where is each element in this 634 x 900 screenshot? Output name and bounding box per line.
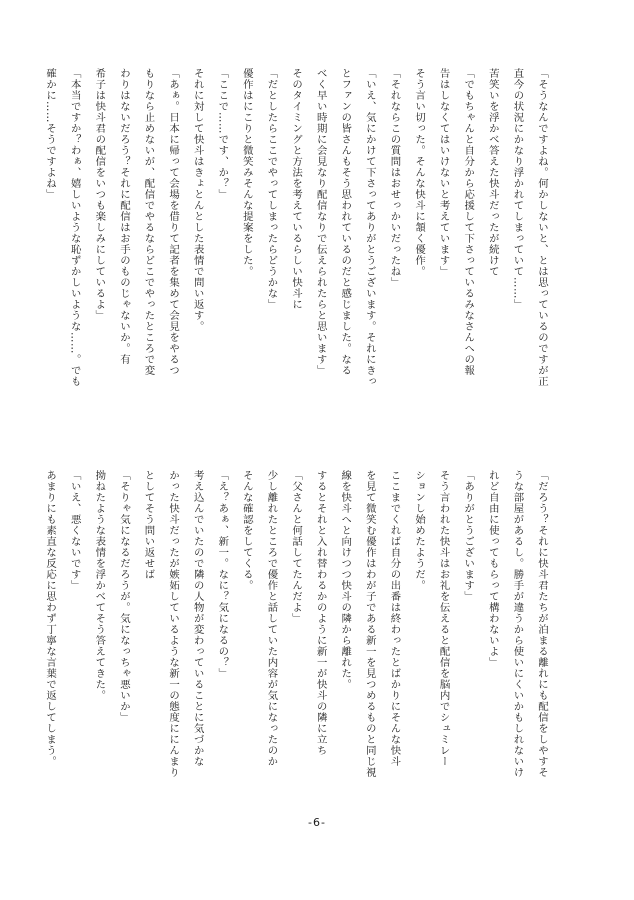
text-line: 少し離れたところで優作と話していた内容が気になったのか xyxy=(265,470,278,767)
text-line: うな部屋があるし。勝手が違うから使いにくいかもしれないけ xyxy=(511,470,524,778)
text-line: 「だろう？それに快斗君たちが泊まる離れにも配信をしやすそ xyxy=(536,470,548,778)
text-line: 直今の状況にかなり浮かれてしまっていて……」 xyxy=(511,68,524,310)
text-line: 「いえ、悪くないです」 xyxy=(68,470,81,591)
text-line: れど自由に使ってもらって構わないよ」 xyxy=(486,470,499,668)
text-line: 「ありがとうございます」 xyxy=(462,470,475,602)
text-column-top xyxy=(38,68,554,418)
text-line: 線を快斗へと向けつつ快斗の隣から離れた。 xyxy=(339,470,352,690)
text-line: を見て微笑む優作はわが子である新一を見つめるものと同じ視 xyxy=(363,470,376,778)
text-line: するとそれと入れ替わるかのように新一が快斗の隣に立ち xyxy=(314,470,327,756)
text-line: 確かに……そうですよね」 xyxy=(44,68,57,200)
text-line: 「そうなんですよね。何かしないと、とは思っているのですが正 xyxy=(536,68,548,387)
text-line: 「それならこの質問はおせっかいだったね」 xyxy=(388,68,401,288)
text-line: あまりにも素直な反応に思わず丁寧な言葉で返してしまう。 xyxy=(44,470,57,767)
text-line: とファンの皆さんもそう思われているのだと感じました。なる xyxy=(339,68,352,376)
text-line: かった快斗だったが嫉妬しているような新一の態度ににんまり xyxy=(167,470,180,778)
text-line: 「そりゃ気になるだろうが。気になっちゃ悪いか」 xyxy=(117,470,130,723)
text-line: としてそう問い返せば xyxy=(142,470,155,580)
text-line: 告はしなくてはいけないと考えています」 xyxy=(437,68,450,277)
text-line: そんな確認をしてくる。 xyxy=(240,470,253,591)
text-line: それに対して快斗はきょとんとした表情で問い返す。 xyxy=(191,68,204,332)
text-line: 「でもちゃんと自分から応援して下さっているみなさんへの報 xyxy=(462,68,475,376)
text-line: ションし始めたようだ。 xyxy=(413,470,426,591)
text-line: 「え？あぁ、新一。なに？気になるの？」 xyxy=(216,470,229,679)
text-line: 「ここで……です、か？」 xyxy=(216,68,229,200)
text-line: そう言われた快斗はお礼を伝えると配信を脳内でシュミレー xyxy=(437,470,450,767)
text-column-bottom xyxy=(38,470,554,820)
text-line: 「本当ですか？わぁ、嬉しいような恥ずかしいような……。でも xyxy=(68,68,81,387)
text-line: 優作はにこりと微笑みそんな提案をした。 xyxy=(240,68,253,277)
text-line: そのタイミングと方法を考えているらしい快斗に xyxy=(290,68,303,310)
text-line: 「父さんと何話してたんだよ」 xyxy=(290,470,303,624)
text-line: 考え込んでいたので隣の人物が変わっていることに気づかな xyxy=(191,470,204,767)
text-line: そう言い切った。そんな快斗に頷く優作。 xyxy=(413,68,426,277)
text-line: 「いえ、気にかけて下さってありがとうございます。それにきっ xyxy=(363,68,376,387)
text-line: べく早い時期に会見なり配信なりで伝えられたらと思います」 xyxy=(314,68,327,376)
text-line: 苦笑いを浮かべ答えた快斗だったが続けて xyxy=(486,68,499,277)
text-line: もりなら止めないが、配信でやるならどこでやったところで変 xyxy=(142,68,155,376)
text-line: わりはないだろう？それに配信はお手のものじゃないか。有 xyxy=(117,68,130,365)
text-line: 「あぁ。日本に帰って会場を借りて記者を集めて会見をやるつ xyxy=(167,68,180,376)
text-line: 「だとしたらここでやってしまったらどうかな」 xyxy=(265,68,278,310)
text-line: 拗ねたような表情を浮かべてそう答えてきた。 xyxy=(93,470,106,701)
text-line: 希子は快斗君の配信をいつも楽しみにしているよ」 xyxy=(93,68,106,321)
text-line: ここまでくれば自分の出番は終わったとばかりにそんな快斗 xyxy=(388,470,401,767)
page-number: -6- xyxy=(308,816,326,829)
